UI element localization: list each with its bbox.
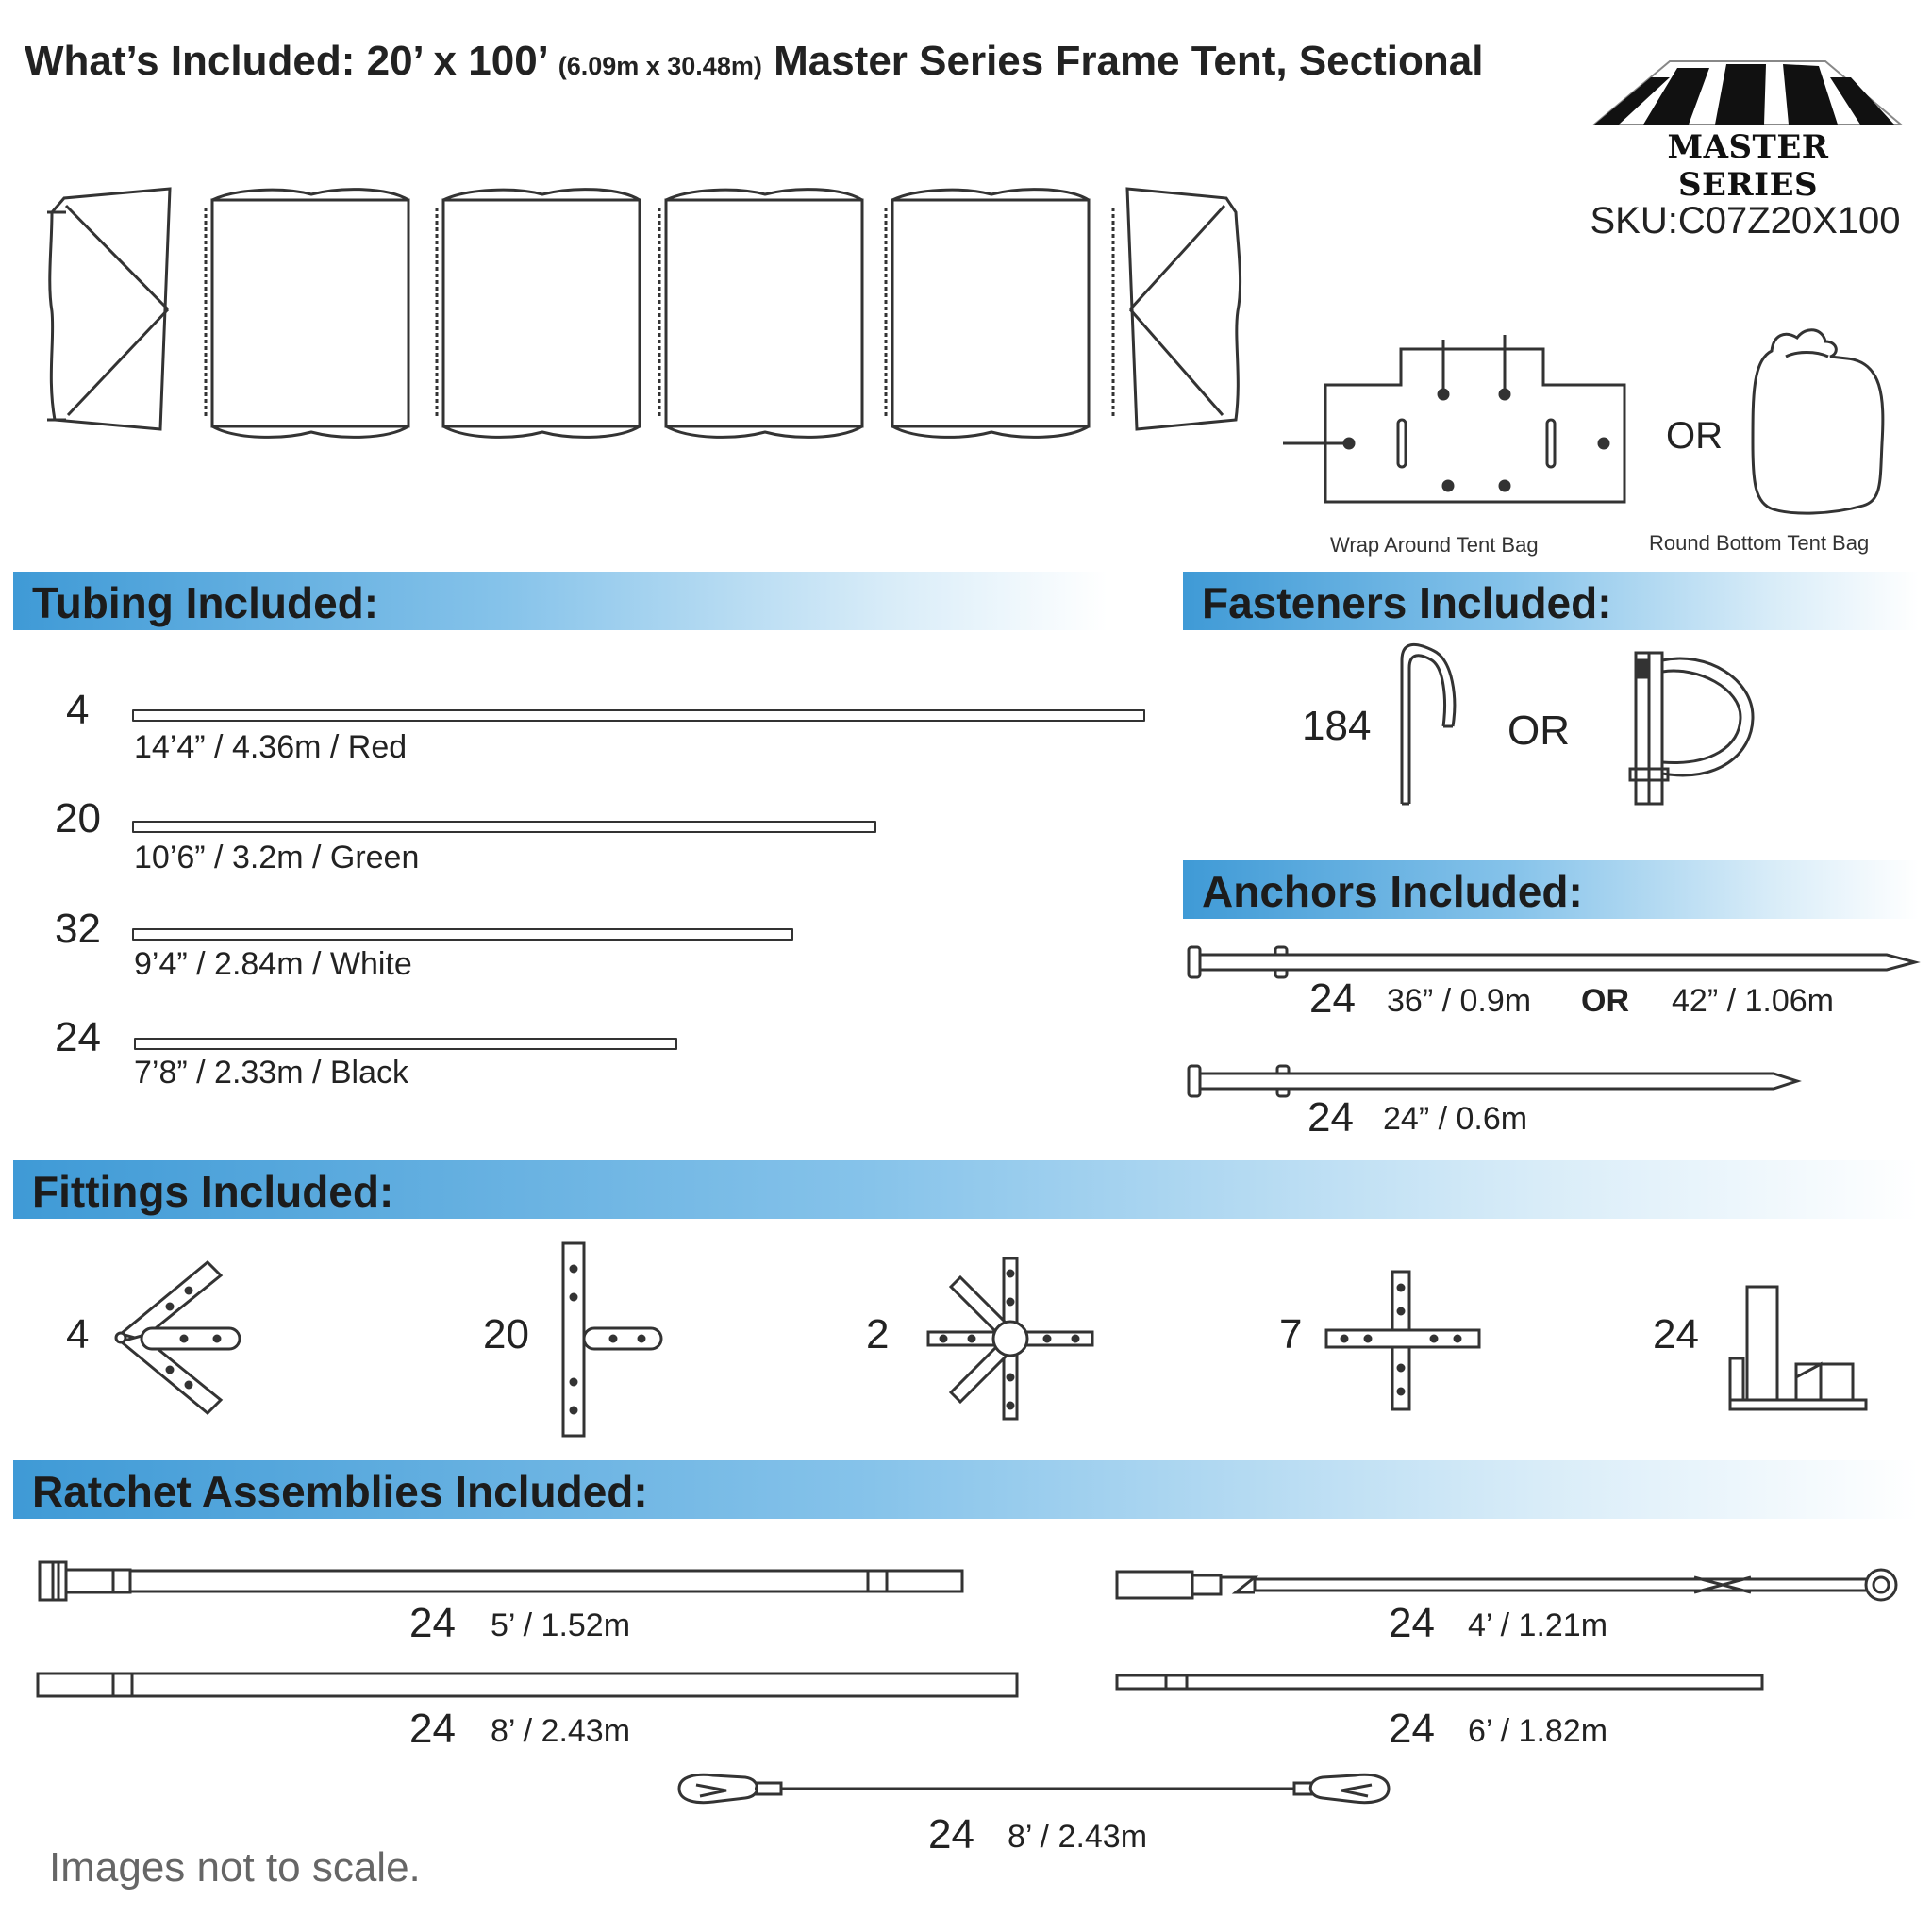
fitting-qty: 4: [66, 1311, 90, 1357]
anchor-label: 36” / 0.9m: [1387, 983, 1532, 1019]
stake-pin-icon: [1402, 644, 1455, 804]
title-rest: Master Series Frame Tent, Sectional: [774, 38, 1484, 84]
strap-8ft-icon: [38, 1674, 1017, 1696]
tubing-label: 7’8” / 2.33m / Black: [134, 1055, 409, 1091]
anchors-header-bar: [1183, 860, 1919, 919]
corner-fitting-icon: [116, 1262, 240, 1413]
wrap-bag-caption: Wrap Around Tent Bag: [1330, 533, 1539, 557]
tubing-label: 9’4” / 2.84m / White: [134, 946, 412, 982]
anchor-stake-long-icon: [1189, 947, 1915, 977]
fittings-header-bar: [13, 1160, 1919, 1219]
round-bottom-bag-icon: [1753, 330, 1883, 513]
tubing-qty: 32: [55, 906, 101, 952]
fasteners-qty: 184: [1302, 703, 1372, 749]
ratchet-qty: 24: [1389, 1600, 1435, 1646]
tube-bar: [132, 928, 793, 941]
ratchet-label: 8’ / 2.43m: [491, 1713, 631, 1749]
fasteners-header-bar: [1183, 572, 1919, 630]
tent-section-2: [437, 190, 640, 438]
sku-label: SKU:C07Z20X100: [1590, 200, 1901, 242]
fitting-qty: 20: [483, 1311, 529, 1357]
wrap-around-bag-icon: [1283, 335, 1624, 502]
bag-or-label: OR: [1666, 415, 1723, 457]
strap-6ft-icon: [1117, 1675, 1762, 1689]
ratchet-label: 6’ / 1.82m: [1468, 1713, 1608, 1749]
ratchet-qty: 24: [409, 1706, 456, 1752]
tent-end-right: [1113, 189, 1241, 429]
ratchet-label: 4’ / 1.21m: [1468, 1607, 1608, 1643]
anchor-qty: 24: [1309, 975, 1356, 1022]
logo-tent-stripes: [1594, 61, 1901, 125]
anchor-or-label: OR: [1581, 983, 1629, 1019]
ratchets-header-bar: [13, 1460, 1919, 1519]
tubing-qty: 4: [66, 687, 90, 733]
safety-pin-icon: [1630, 653, 1753, 804]
ratchet-strap-4ft-icon: [1117, 1570, 1896, 1600]
anchor-label-alt: 42” / 1.06m: [1672, 983, 1834, 1019]
tube-bar: [134, 1038, 677, 1050]
tent-end-left: [47, 189, 170, 429]
cable-assembly-icon: [679, 1774, 1389, 1802]
logo-text: MASTER SERIES: [1667, 128, 1829, 204]
ratchet-qty: 24: [409, 1600, 456, 1646]
anchors-heading: Anchors Included:: [1202, 867, 1583, 916]
anchor-label: 24” / 0.6m: [1383, 1101, 1528, 1137]
tent-section-1: [206, 190, 408, 438]
t-fitting-icon: [563, 1243, 661, 1436]
fitting-qty: 24: [1653, 1311, 1699, 1357]
fasteners-or-label: OR: [1507, 708, 1570, 754]
fitting-qty: 7: [1279, 1311, 1303, 1357]
title-main: What’s Included: 20’ x 100’: [25, 38, 547, 84]
cross-fitting-icon: [1326, 1272, 1479, 1409]
ratchet-qty: 24: [1389, 1706, 1435, 1752]
round-bag-caption: Round Bottom Tent Bag: [1649, 531, 1870, 555]
foot-plate-icon: [1730, 1287, 1866, 1409]
ratchets-heading: Ratchet Assemblies Included:: [32, 1467, 648, 1516]
not-to-scale-note: Images not to scale.: [49, 1844, 421, 1890]
tubing-header-bar: [13, 572, 1108, 630]
ratchet-strap-5ft-icon: [40, 1562, 962, 1600]
tubing-heading: Tubing Included:: [32, 578, 379, 627]
ratchet-label: 5’ / 1.52m: [491, 1607, 631, 1643]
tube-bar: [132, 709, 1145, 722]
title-metric: (6.09m x 30.48m): [558, 52, 762, 80]
fittings-heading: Fittings Included:: [32, 1167, 394, 1216]
fasteners-heading: Fasteners Included:: [1202, 578, 1612, 627]
ratchet-qty: 24: [928, 1811, 974, 1857]
tent-section-4: [886, 190, 1089, 438]
tubing-label: 14’4” / 4.36m / Red: [134, 729, 408, 765]
tent-section-3: [659, 190, 862, 438]
anchor-stake-short-icon: [1189, 1066, 1797, 1096]
page-title: [25, 38, 1483, 85]
fitting-qty: 2: [866, 1311, 890, 1357]
tubing-qty: 24: [55, 1014, 101, 1060]
ratchet-label: 8’ / 2.43m: [1008, 1819, 1148, 1855]
tubing-label: 10’6” / 3.2m / Green: [134, 840, 420, 875]
anchor-qty: 24: [1307, 1094, 1354, 1141]
tube-bar: [132, 821, 876, 833]
star-fitting-icon: [928, 1258, 1092, 1419]
tubing-qty: 20: [55, 795, 101, 841]
